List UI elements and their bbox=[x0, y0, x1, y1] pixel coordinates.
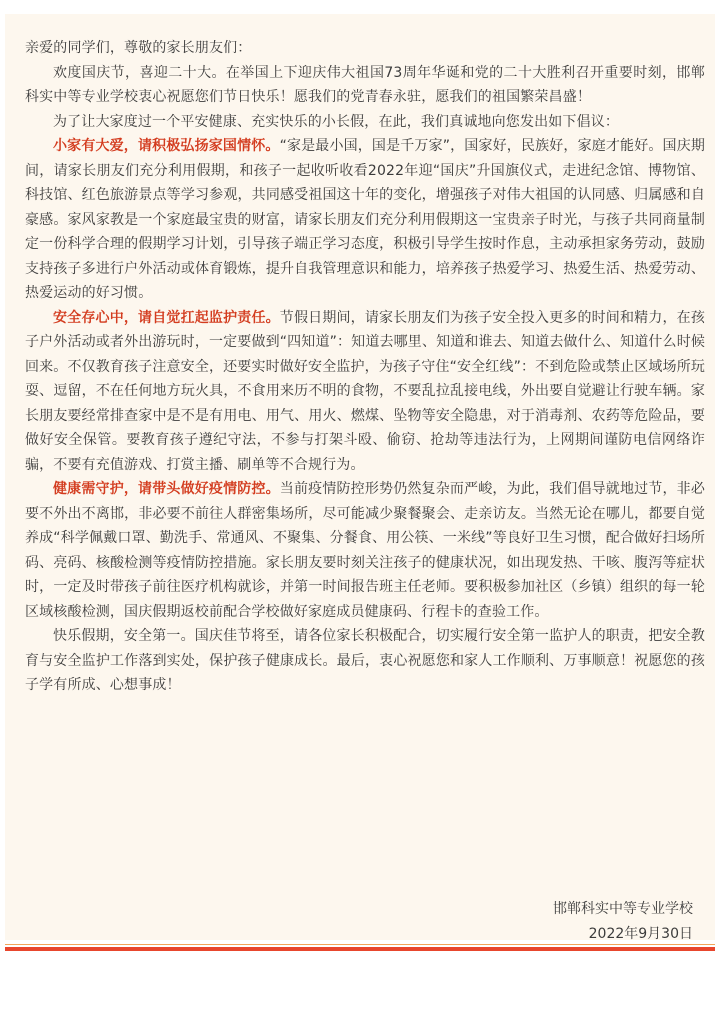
divider-thin bbox=[5, 944, 715, 945]
signature-org: 邯郸科实中等专业学校 bbox=[553, 901, 693, 917]
divider-thick bbox=[5, 947, 715, 951]
section-heading: 小家有大爱，请积极弘扬家国情怀。 bbox=[53, 138, 280, 154]
paragraph-greeting: 欢度国庆节，喜迎二十大。在举国上下迎庆伟大祖国73周年华诞和党的二十大胜利召开重要时刻，邯郸科实中等专业学校衷心祝愿您们节日快乐！愿我们的党青春永驻，愿我们的祖国繁荣昌盛！ bbox=[25, 64, 705, 105]
signature-date: 2022年9月30日 bbox=[588, 925, 693, 942]
letter-card bbox=[5, 14, 715, 940]
section-text: 节假日期间，请家长朋友们为孩子安全投入更多的时间和精力，在孩子户外活动或者外出游玩时，一定要做到“四知道”：知道去哪里、知道和谁去、知道去做什么、知道什么时候回来。不仅教育孩子注意安全，还要实时做好安全监护，为孩子守住“安全红线”：不到危险或禁止区域场所玩耍、逗留，不在任何地方玩火具，不食用来历不明的食物，不要乱拉乱接电线，外出要自觉避让行驶车辆。家长朋友要经常排查家中是不是有用电、用气、用火、燃煤、坠物等安全隐患，对于消毒剂、农药等危险品，要做好安全保管。要教育孩子遵纪守法，不参与打架斗殴、偷窃、抢劫等违法行为，上网期间谨防电信网络诈骗，不要有充值游戏、打赏主播、刷单等不合规行为。 bbox=[25, 309, 705, 473]
letter-body bbox=[25, 36, 705, 698]
paragraph-intro: 为了让大家度过一个平安健康、充实快乐的小长假，在此，我们真诚地向您发出如下倡议： bbox=[53, 113, 619, 130]
salutation: 亲爱的同学们，尊敬的家长朋友们： bbox=[25, 40, 252, 56]
section-heading: 安全存心中，请自觉扛起监护责任。 bbox=[53, 309, 280, 326]
signature-block bbox=[553, 897, 693, 946]
section-family-love bbox=[25, 134, 705, 306]
section-text: 当前疫情防控形势仍然复杂而严峻，为此，我们倡导就地过节，非必要不外出不离邯，非必要不前往人群密集场所，尽可能减少聚餐聚会、走亲访友。当然无论在哪儿，都要自觉养成“科学佩戴口罩、勤洗手、常通风、不聚集、分餐食、用公筷、一米线”等良好卫生习惯，配合做好扫场所码、亮码、核酸检测等疫情防控措施。家长朋友要时刻关注孩子的健康状况，如出现发热、干咳、腹泻等症状时，一定及时带孩子前往医疗机构就诊，并第一时间报告班主任老师。要积极参加社区（乡镇）组织的每一轮区域核酸检测，国庆假期返校前配合学校做好家庭成员健康码、行程卡的查验工作。 bbox=[25, 481, 705, 620]
section-text: “家是最小国，国是千万家”，国家好，民族好，家庭才能好。国庆期间，请家长朋友们充分利用假期，和孩子一起收听收看2022年迎“国庆”升国旗仪式，走进纪念馆、博物馆、科技馆、红色旅游景点等学习参观，共同感受祖国这十年的变化，增强孩子对伟大祖国的认同感、归属感和自豪感。家风家教是一个家庭最宝贵的财富，请家长朋友们充分利用假期这一宝贵亲子时光，与孩子共同商量制定一份科学合理的假期学习计划，引导孩子端正学习态度，积极引导学生按时作息，主动承担家务劳动，鼓励支持孩子多进行户外活动或体育锻炼，提升自我管理意识和能力，培养孩子热爱学习、热爱生活、热爱劳动、热爱运动的好习惯。 bbox=[25, 138, 706, 301]
section-heading: 健康需守护，请带头做好疫情防控。 bbox=[53, 481, 280, 497]
section-health bbox=[25, 477, 705, 624]
section-safety bbox=[25, 306, 705, 478]
paragraph-closing: 快乐假期，安全第一。国庆佳节将至，请各位家长积极配合，切实履行安全第一监护人的职责，把安全教育与安全监护工作落到实处，保护孩子健康成长。最后，衷心祝愿您和家人工作顺利、万事顺意！祝愿您的孩子学有所成、心想事成！ bbox=[25, 628, 705, 693]
